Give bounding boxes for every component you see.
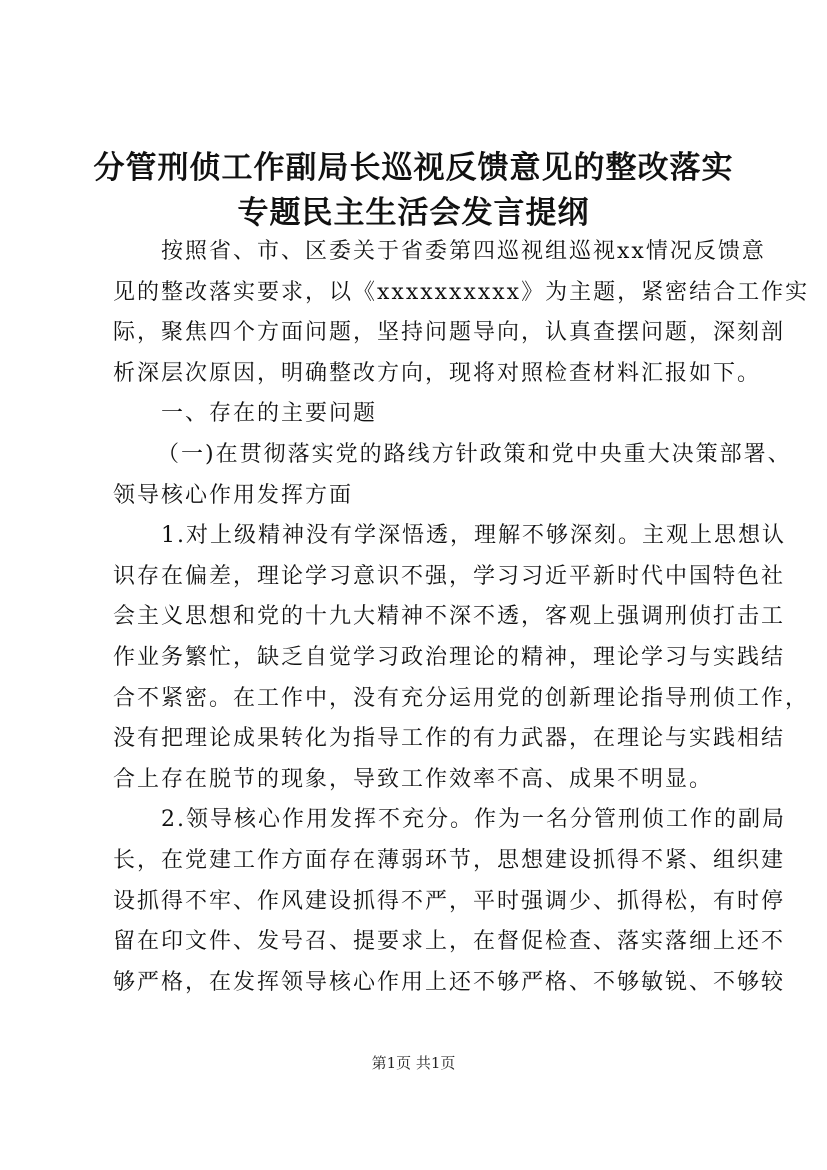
paragraph-line: 按照省、市、区委关于省委第四巡视组巡视xx情况反馈意 [161,239,766,264]
paragraph-line: 设抓得不牢、作风建设抓得不严，平时强调少、抓得松，有时停 [113,888,786,914]
paragraph-line: 合上存在脱节的现象，导致工作效率不高、成果不明显。 [113,766,714,792]
subsection-heading-line: （一)在贯彻落实党的路线方针政策和党中央重大决策部署、 [157,441,792,467]
paragraph-line: 2.领导核心作用发挥不充分。作为一名分管刑侦工作的副局 [161,807,786,833]
paragraph-line: 1.对上级精神没有学深悟透，理解不够深刻。主观上思想认 [161,523,786,549]
document-body [113,232,810,1003]
document-title-line-1: 分管刑侦工作副局长巡视反馈意见的整改落实 [93,150,734,186]
paragraph-line: 够严格，在发挥领导核心作用上还不够严格、不够敏锐、不够较 [113,969,786,995]
subsection-heading-line: 领导核心作用发挥方面 [113,482,354,508]
paragraph-line: 作业务繁忙，缺乏自觉学习政治理论的精神，理论学习与实践结 [113,644,786,670]
paragraph-line: 会主义思想和党的十九大精神不深不透，客观上强调刑侦打击工 [113,604,786,630]
paragraph-line: 合不紧密。在工作中，没有充分运用党的创新理论指导刑侦工作， [113,685,810,711]
paragraph-line: 际，聚焦四个方面问题，坚持问题导向，认真查摆问题，深刻剖 [113,320,786,346]
paragraph-line: 识存在偏差，理论学习意识不强，学习习近平新时代中国特色社 [113,563,786,589]
paragraph-line: 没有把理论成果转化为指导工作的有力武器，在理论与实践相结 [113,726,786,752]
page-footer: 第1页 共1页 [371,1054,456,1072]
section-heading: 一、存在的主要问题 [161,401,378,427]
paragraph-line: 见的整改落实要求，以《xxxxxxxxxx》为主题，紧密结合工作实 [113,279,810,305]
paragraph-line: 长，在党建工作方面存在薄弱环节，思想建设抓得不紧、组织建 [113,847,786,873]
paragraph-line: 留在印文件、发号召、提要求上，在督促检查、落实落细上还不 [113,929,786,955]
document-title-line-2: 专题民主生活会发言提纲 [237,195,590,231]
paragraph-line: 析深层次原因，明确整改方向，现将对照检查材料汇报如下。 [113,360,762,386]
